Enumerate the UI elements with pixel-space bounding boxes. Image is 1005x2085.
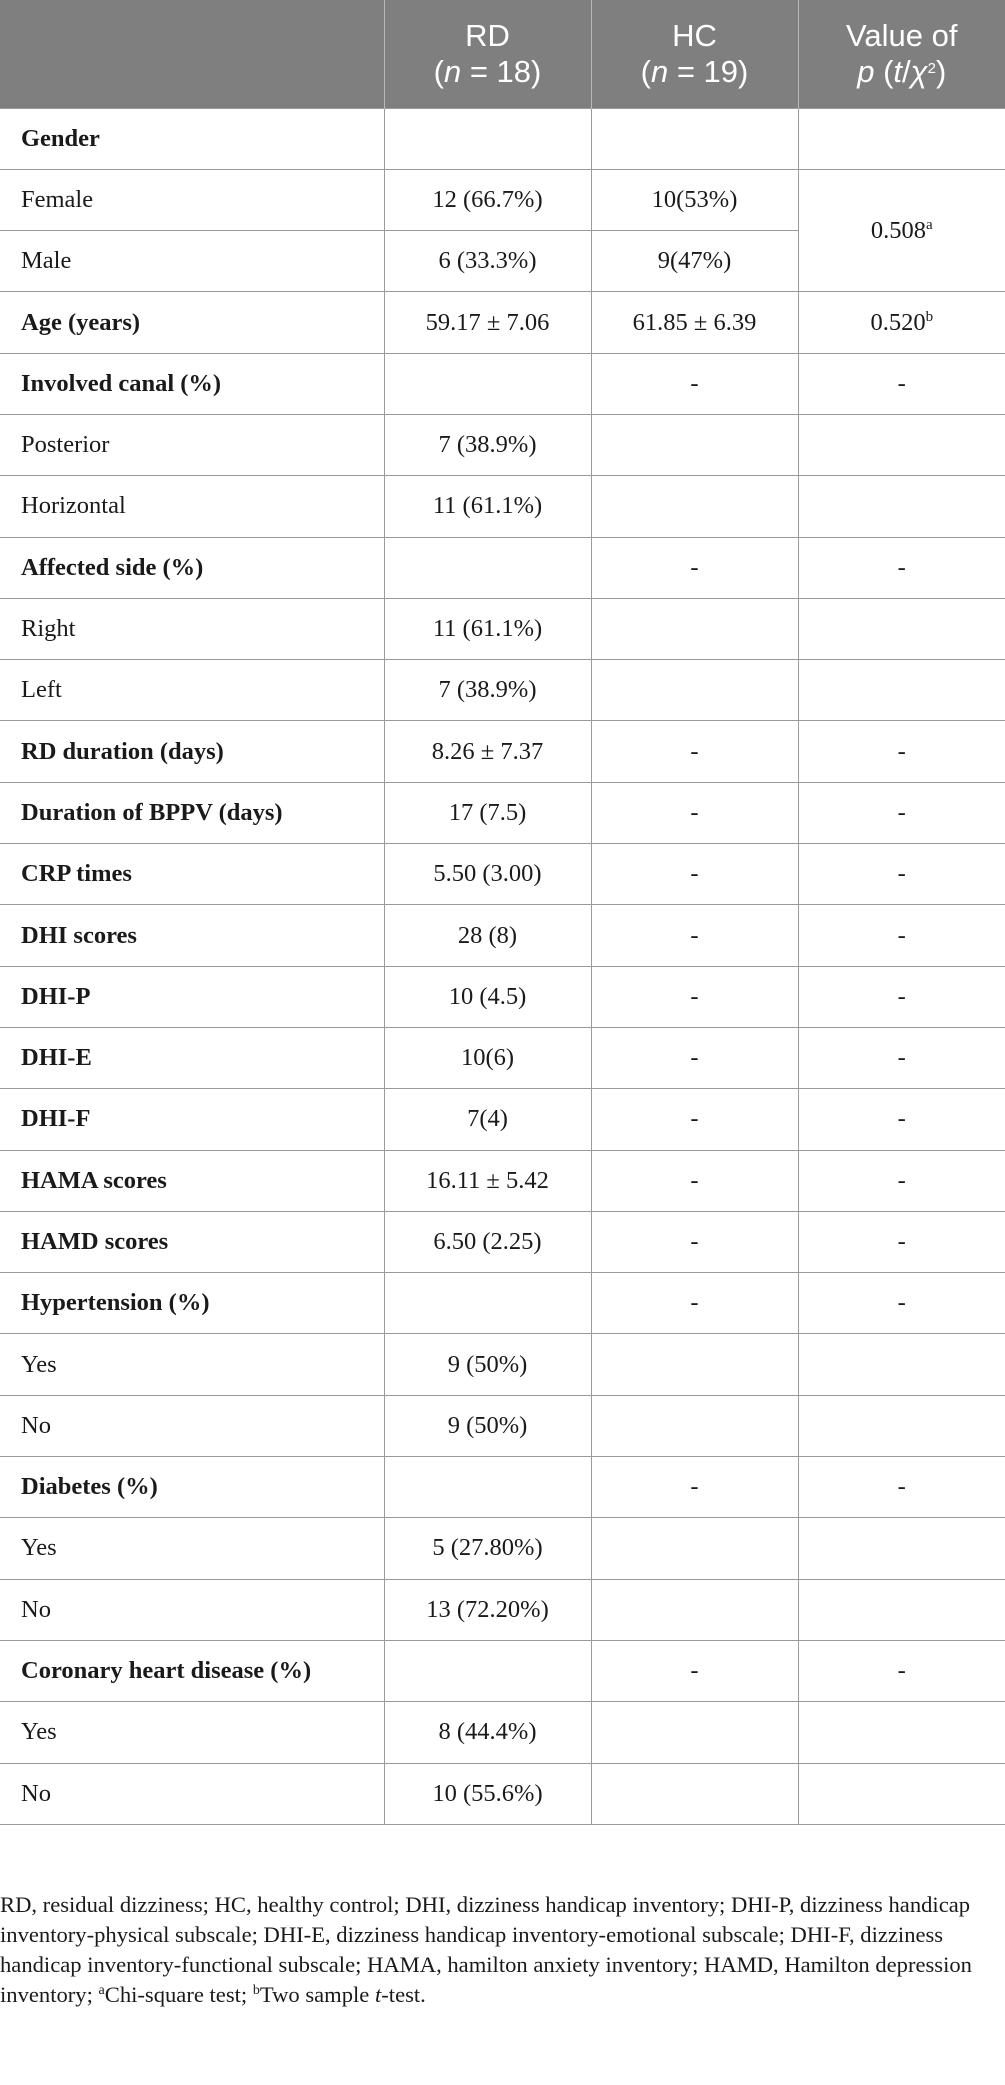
row-label: Female [0,169,384,230]
table-row [0,1150,1005,1211]
header-p-line1: Value of [846,17,958,53]
cell-hc [591,1702,798,1763]
row-label: No [0,1395,384,1456]
cell-hc [591,1334,798,1395]
header-p-line2: p $(t/\chi^2)$ [857,53,947,89]
row-label: DHI-E [0,1027,384,1088]
cell-hc [591,1579,798,1640]
cell-rd: 10 (4.5) [384,966,591,1027]
cell-rd: 13 (72.20%) [384,1579,591,1640]
table-row [0,108,1005,169]
table-row [0,169,1005,230]
header-hc-n: (n = 19) [640,53,749,89]
table-row [0,1089,1005,1150]
cell-rd: 10 (55.6%) [384,1763,591,1824]
cell-hc: 9(47%) [591,231,798,292]
table-footnote: RD, residual dizziness; HC, healthy control; DHI, dizziness handicap inventory; DHI-P, dizziness handicap inventory-physical subscale; DHI-E, dizziness handicap inventory-emotional subscale; DHI-F, dizziness handicap inventory-functional subscale; HAMA, hamilton anxiety inventory; HAMD, Hamilton depression inventory; $^a$Chi-square test; $^b$Two sample t-test. [0,1892,972,2007]
cell-p-value [798,598,1005,659]
table-row [0,1211,1005,1272]
table-row [0,1334,1005,1395]
cell-hc: - [591,1150,798,1211]
table-row [0,292,1005,353]
table-row [0,1579,1005,1640]
cell-p-value [798,1763,1005,1824]
header-rd-n: (n = 18) [433,53,542,89]
cell-rd: 9 (50%) [384,1334,591,1395]
cell-rd: 7(4) [384,1089,591,1150]
cell-hc [591,598,798,659]
row-label: CRP times [0,844,384,905]
cell-p-value: 0.508$^a$ [798,169,1005,292]
cell-hc: - [591,905,798,966]
table-row [0,1640,1005,1701]
row-label: Age (years) [0,292,384,353]
cell-p-value: - [798,844,1005,905]
cell-p-value [798,660,1005,721]
row-label: Diabetes (%) [0,1457,384,1518]
table-row [0,660,1005,721]
cell-p-value: - [798,966,1005,1027]
row-label: HAMA scores [0,1150,384,1211]
cell-hc: 10(53%) [591,169,798,230]
table-row [0,1027,1005,1088]
cell-p-value [798,414,1005,475]
cell-rd: 16.11 ± 5.42 [384,1150,591,1211]
cell-rd: 6.50 (2.25) [384,1211,591,1272]
cell-rd: 7 (38.9%) [384,660,591,721]
table-row [0,905,1005,966]
row-label: DHI scores [0,905,384,966]
cell-hc [591,476,798,537]
row-label: Hypertension (%) [0,1273,384,1334]
cell-hc [591,1763,798,1824]
row-label: Affected side (%) [0,537,384,598]
row-label: Right [0,598,384,659]
table-row [0,598,1005,659]
row-label: Coronary heart disease (%) [0,1640,384,1701]
table-row [0,966,1005,1027]
cell-rd: 11 (61.1%) [384,598,591,659]
cell-hc [591,414,798,475]
cell-rd: 12 (66.7%) [384,169,591,230]
cell-p-value: - [798,782,1005,843]
cell-p-value: - [798,1211,1005,1272]
table-row [0,537,1005,598]
cell-hc: 61.85 ± 6.39 [591,292,798,353]
cell-rd [384,1457,591,1518]
cell-p-value [798,108,1005,169]
table-row [0,1702,1005,1763]
cell-hc: - [591,1089,798,1150]
cell-p-value: - [798,353,1005,414]
header-rd-label: RD [465,17,510,53]
cell-hc: - [591,353,798,414]
cell-hc: - [591,721,798,782]
row-label: Horizontal [0,476,384,537]
cell-hc: - [591,537,798,598]
cell-rd: 7 (38.9%) [384,414,591,475]
table-row [0,1395,1005,1456]
cell-hc: - [591,966,798,1027]
header-hc-label: HC [672,17,717,53]
table-row [0,1273,1005,1334]
cell-rd: 5.50 (3.00) [384,844,591,905]
table-row [0,414,1005,475]
table-row [0,721,1005,782]
header-variable [0,0,384,108]
table-row [0,1457,1005,1518]
row-label: DHI-F [0,1089,384,1150]
row-label: Posterior [0,414,384,475]
header-rd [384,0,591,108]
cell-hc [591,1395,798,1456]
row-label: No [0,1579,384,1640]
cell-rd: 28 (8) [384,905,591,966]
cell-p-value [798,1702,1005,1763]
cell-hc: - [591,1640,798,1701]
row-label: Left [0,660,384,721]
cell-rd: 59.17 ± 7.06 [384,292,591,353]
cell-rd: 5 (27.80%) [384,1518,591,1579]
cell-rd [384,1640,591,1701]
table-row [0,1518,1005,1579]
cell-rd: 11 (61.1%) [384,476,591,537]
cell-rd: 8 (44.4%) [384,1702,591,1763]
cell-p-value: - [798,1027,1005,1088]
cell-rd: 10(6) [384,1027,591,1088]
cell-p-value: 0.520$^b$ [798,292,1005,353]
table-row [0,476,1005,537]
cell-p-value: - [798,1640,1005,1701]
table-row [0,1763,1005,1824]
cell-hc [591,660,798,721]
cell-hc: - [591,1211,798,1272]
row-label: Yes [0,1334,384,1395]
cell-p-value: - [798,537,1005,598]
cell-rd [384,537,591,598]
table-row [0,844,1005,905]
table-row [0,782,1005,843]
row-label: HAMD scores [0,1211,384,1272]
row-label: DHI-P [0,966,384,1027]
cell-rd: 17 (7.5) [384,782,591,843]
row-label: Duration of BPPV (days) [0,782,384,843]
header-hc [591,0,798,108]
cell-rd [384,108,591,169]
row-label: Gender [0,108,384,169]
cell-p-value [798,1518,1005,1579]
cell-hc: - [591,1457,798,1518]
row-label: Yes [0,1518,384,1579]
row-label: RD duration (days) [0,721,384,782]
cell-p-value: - [798,905,1005,966]
cell-p-value: - [798,721,1005,782]
table-body [0,108,1005,1824]
cell-p-value [798,476,1005,537]
header-p-value [798,0,1005,108]
header-row [0,0,1005,108]
cell-p-value: - [798,1273,1005,1334]
cell-hc [591,1518,798,1579]
cell-hc: - [591,1027,798,1088]
cell-p-value: - [798,1150,1005,1211]
row-label: Yes [0,1702,384,1763]
cell-hc: - [591,844,798,905]
cell-rd: 8.26 ± 7.37 [384,721,591,782]
row-label: Involved canal (%) [0,353,384,414]
table-row [0,353,1005,414]
cell-p-value [798,1579,1005,1640]
cell-hc: - [591,782,798,843]
cell-hc: - [591,1273,798,1334]
row-label: Male [0,231,384,292]
table-header [0,0,1005,108]
cell-p-value [798,1395,1005,1456]
cell-hc [591,108,798,169]
cell-p-value [798,1334,1005,1395]
cell-rd [384,1273,591,1334]
row-label: No [0,1763,384,1824]
cell-rd [384,353,591,414]
cell-rd: 9 (50%) [384,1395,591,1456]
cell-rd: 6 (33.3%) [384,231,591,292]
cell-p-value: - [798,1457,1005,1518]
cell-p-value: - [798,1089,1005,1150]
